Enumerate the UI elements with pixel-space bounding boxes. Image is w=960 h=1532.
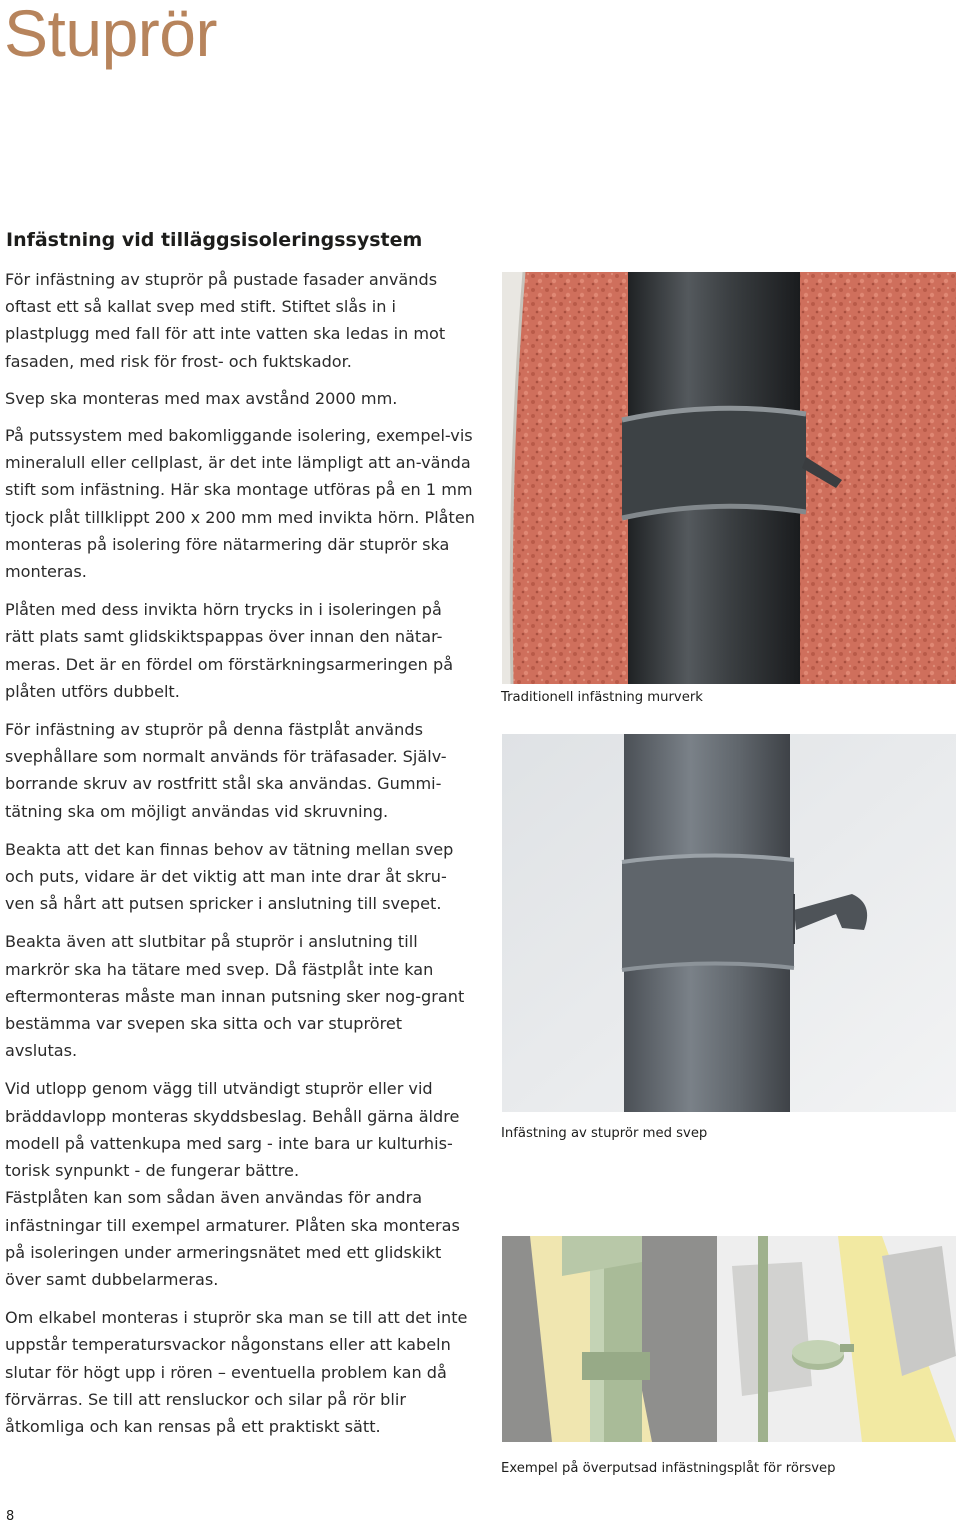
photo-pipe-with-clamp <box>502 734 956 1112</box>
page-title: Stuprör <box>4 0 217 70</box>
paragraph-6: Beakta att det kan finnas behov av tätning mellan svep och puts, vidare är det viktig att man inte drar åt skru-ven så hårt att putsen spricker i anslutning till svepet. <box>5 839 454 914</box>
photo-pipe-on-red-plaster <box>502 272 956 684</box>
paragraph-7: Beakta även att slutbitar på stuprör i anslutning till markrör ska ha tätare med svep. Då fästplåt inte kan eftermonteras måste man innan putsning sker nog-grant bestämma var svepen ska sitta och var stupröret avslutas. <box>5 932 465 1061</box>
photo2-caption: Infästning av stuprör med svep <box>501 1126 708 1141</box>
paragraph-4: Plåten med dess invikta hörn trycks in i isoleringen på rätt plats samt glidskiktspappas över innan den nätar-meras. Det är en fördel om förstärkningsarmeringen på plåten utförs dubbelt. <box>5 600 454 701</box>
section-heading: Infästning vid tilläggsisoleringssystem <box>6 229 423 251</box>
body-text-column <box>5 266 475 1440</box>
paragraph-2: Svep ska monteras med max avstånd 2000 mm. <box>5 388 398 408</box>
paragraph-5: För infästning av stuprör på denna fästplåt används svephållare som normalt används för träfasader. Själv-borrande skruv av rostfritt stål ska användas. Gummi-tätning ska om möjligt användas vid skruvning. <box>5 720 447 821</box>
paragraph-3: På putssystem med bakomliggande isolering, exempel-vis mineralull eller cellplast, är det inte lämpligt att an-vända stift som infästning. Här ska montage utföras på en 1 mm tjock plåt tillklippt 200 x 200 mm med invikta hörn. Plåten monteras på isolering före nätarmering där stuprör ska monteras. <box>5 426 475 582</box>
illustration-overplastered-plate <box>502 1236 956 1442</box>
paragraph-9: Fästplåten kan som sådan även användas för andra infästningar till exempel armaturer. Plåten ska monteras på isoleringen under armeringsnätet med ett glidskikt över samt dubbelarmeras. <box>5 1188 460 1289</box>
page-number: 8 <box>6 1509 15 1524</box>
paragraph-1: För infästning av stuprör på pustade fasader används oftast ett så kallat svep med stift. Stiftet slås in i plastplugg med fall för att inte vatten ska ledas in mot fasaden, med risk för frost- och fuktskador. <box>5 270 446 371</box>
paragraph-10: Om elkabel monteras i stuprör ska man se till att det inte uppstår temperatursvackor någonstans eller att kabeln slutar för högt upp i rören – eventuella problem kan då förvärras. Se till att rensluckor och silar på rör blir åtkomliga och kan rensas på ett praktiskt sätt. <box>5 1308 468 1436</box>
photo1-caption: Traditionell infästning murverk <box>501 690 703 705</box>
paragraph-8: Vid utlopp genom vägg till utvändigt stuprör eller vid bräddavlopp monteras skyddsbeslag. Behåll gärna äldre modell på vattenkupa med sarg - inte bara ur kulturhis-torisk synpunkt - de fungerar bättre. <box>5 1079 460 1181</box>
photo3-caption: Exempel på överputsad infästningsplåt för rörsvep <box>501 1461 836 1476</box>
